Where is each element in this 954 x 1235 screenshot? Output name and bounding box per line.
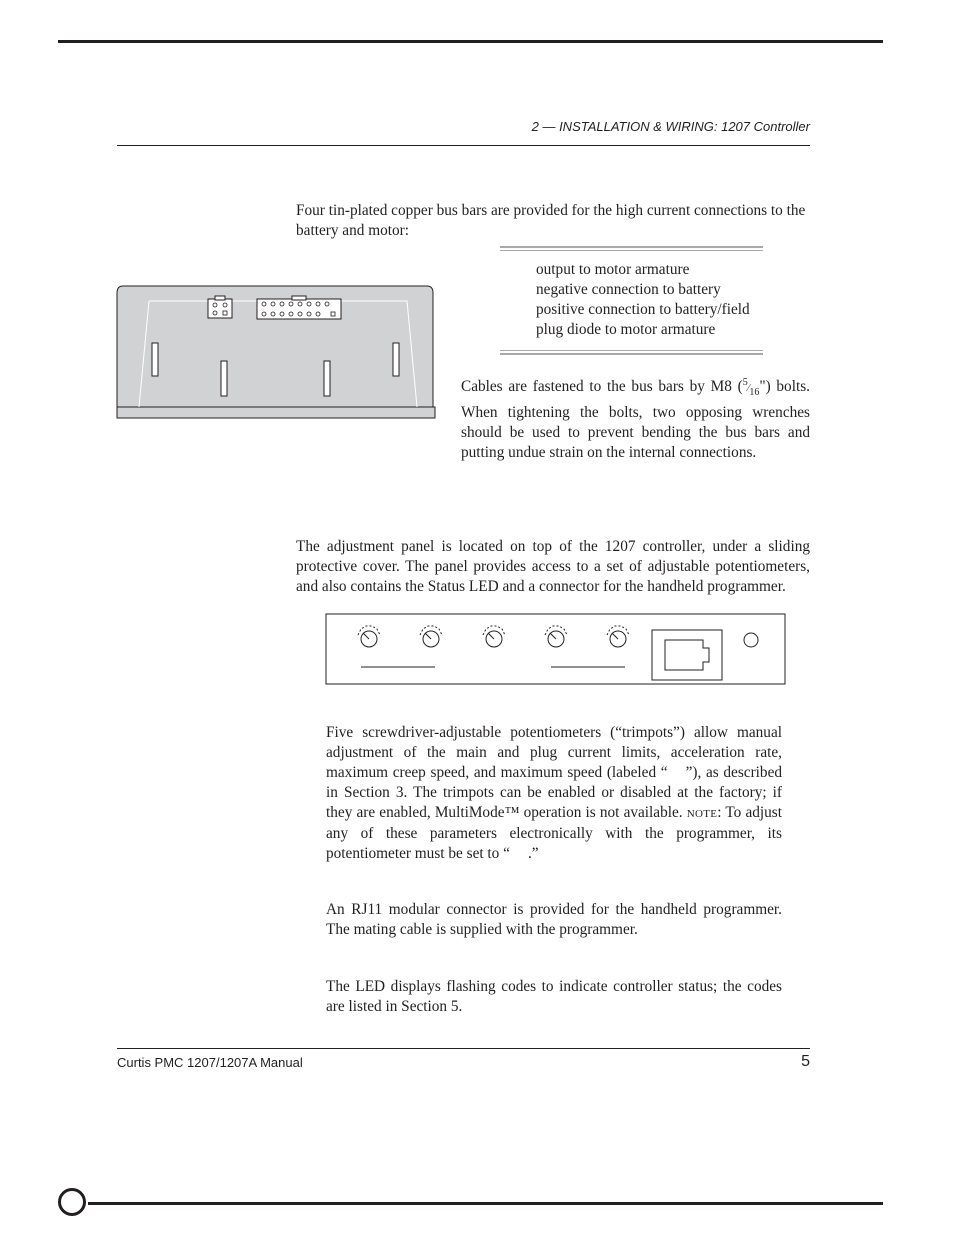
programmer-connector-paragraph: An RJ11 modular connector is provided for the handheld programmer. The mating cable is supplied with the programmer.: [326, 901, 782, 938]
bus-bar-list-item: positive connection to battery/field: [536, 301, 750, 318]
fraction-denominator: 16: [749, 387, 760, 399]
bus-bar-3: [324, 361, 330, 396]
bus-bar-table-bottom-rule: [500, 350, 763, 355]
fraction-slash: ⁄: [747, 383, 750, 395]
trimpots-paragraph: Five screwdriver-adjustable potentiometers (“trimpots”) allow manual adjustment of the main and plug current limits, acceleration rate, maximum creep speed, and maximum speed (labeled “ ”), as described in Section 3. The trimpots can be enabled or disabled at the factory; if they are enabled, MultiMode™ operation is not available. NOTE: To adjust any of these parameters electronically with the programmer, its potentiometer must be set to “ .”: [326, 724, 783, 862]
top-rule: [58, 40, 883, 43]
running-header: 2 — INSTALLATION & WIRING: 1207 Controller: [531, 119, 810, 134]
bottom-rule: [88, 1202, 883, 1205]
large-connector: [257, 296, 341, 319]
bus-bar-list-item: output to motor armature: [536, 261, 690, 278]
corner-circle-mark: [58, 1188, 86, 1216]
bus-bars-intro: Four tin-plated copper bus bars are provided for the high current connections to the battery and motor:: [296, 202, 806, 239]
bus-bar-4: [393, 343, 399, 376]
bus-bar-list-item: plug diode to motor armature: [536, 321, 716, 338]
adjustment-panel-diagram: [325, 613, 787, 686]
status-led-paragraph: The LED displays flashing codes to indicate controller status; the codes are listed in Section 5.: [326, 978, 782, 1015]
adjustment-panel-intro: The adjustment panel is located on top of the 1207 controller, under a sliding protective cover. The panel provides access to a set of adjustable potentiometers, and also contains the Status LED and a connector for the handheld programmer.: [296, 538, 810, 595]
page-number: 5: [801, 1053, 810, 1070]
bus-bar-1: [152, 343, 158, 376]
header-rule: [117, 145, 810, 146]
controller-top-view-diagram: [115, 283, 437, 420]
cables-paragraph: Cables are fastened to the bus bars by M8 $(^5⁄_{16}")$ bolts. When tightening the bolts, two opposing wrenches should be used to prevent bending the bus bars and putting undue strain on the internal connections.: [461, 377, 810, 462]
footer-rule: [117, 1048, 810, 1049]
footer-manual-name: Curtis PMC 1207/1207A Manual: [117, 1055, 303, 1070]
fraction-numerator: 5: [742, 377, 748, 388]
panel-outline: [326, 614, 785, 684]
bus-bar-list-item: negative connection to battery: [536, 281, 721, 298]
bus-bar-table-top-rule: [500, 246, 763, 251]
bus-bar-list: [536, 260, 750, 340]
small-connector: [208, 296, 232, 318]
controller-base-plate: [117, 407, 435, 418]
note-label: NOTE: [686, 808, 718, 820]
bus-bar-2: [221, 361, 227, 396]
